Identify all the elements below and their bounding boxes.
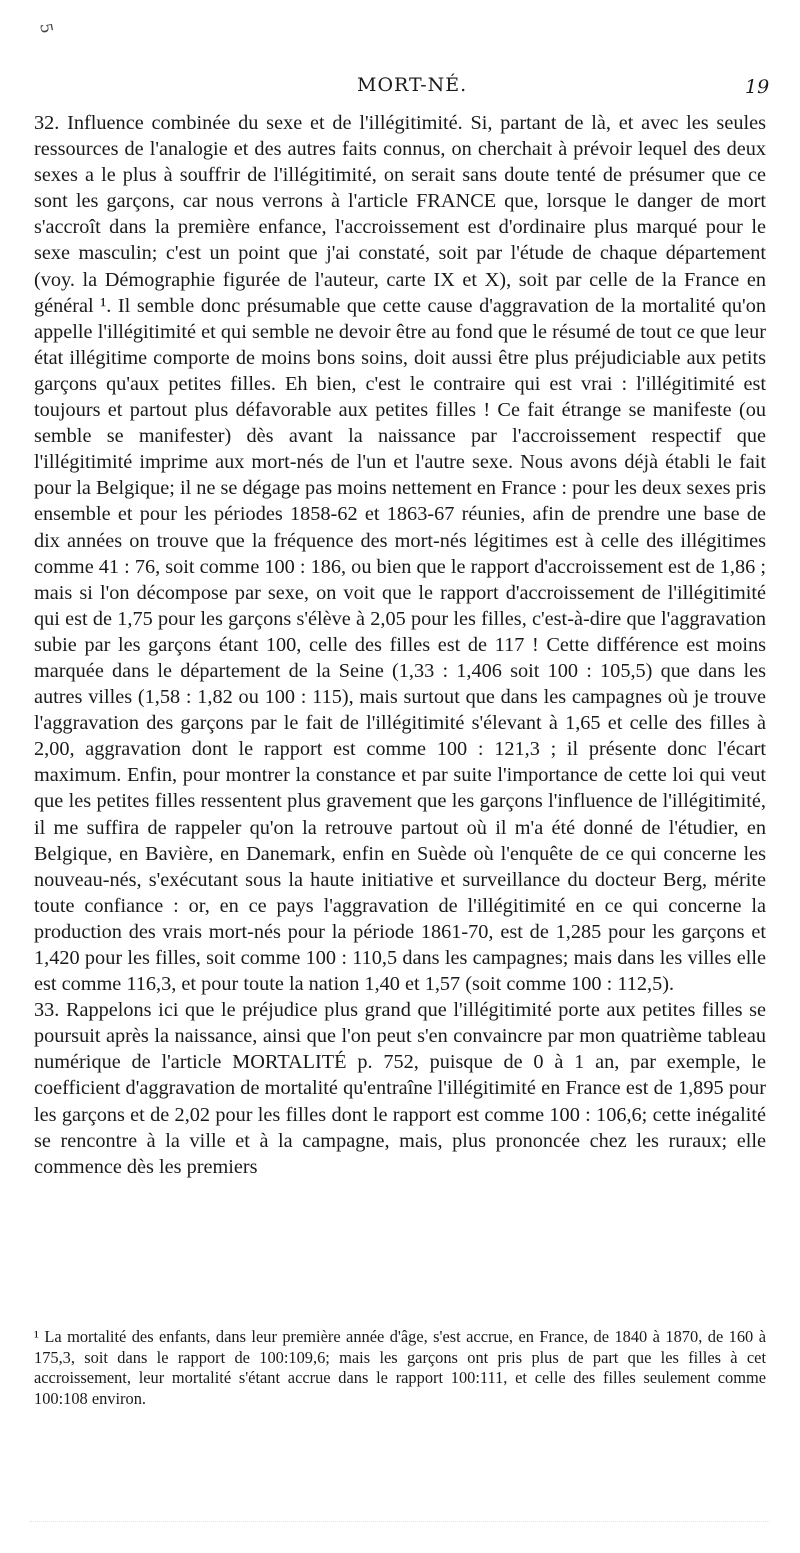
footnote [34,1327,766,1409]
corner-mark: 5 [36,21,57,35]
running-head: MORT-NÉ. [357,74,468,96]
paragraph-33: 33. Rappelons ici que le préjudice plus grand que l'illégitimité porte aux petites filles se poursuit après la naissance, ainsi que l'on peut s'en convaincre par mon quatrième tableau numérique de l'article MORTALITÉ p. 752, puisque de 0 à 1 an, par exemple, le coefficient d'aggravation de mortalité qu'entraîne l'illégitimité en France est de 1,895 pour les garçons et de 2,02 pour les filles dont le rapport est comme 100 : 106,6; cette inégalité se rencontre à la ville et à la campagne, mais, plus prononcée chez les ruraux; elle commence dès les premiers [34,999,766,1178]
paragraph-32: 32. Influence combinée du sexe et de l'illégitimité. Si, partant de là, et avec les seules ressources de l'analogie et des autres faits connus, on cherchait à prévoir lequel des deux sexes a le plus à souffrir de l'illégitimité, on serait sans doute tenté de présumer que ce sont les garçons, car nous verrons à l'article FRANCE que, lorsque le danger de mort s'accroît dans la première enfance, l'accroissement est d'ordinaire plus marqué pour le sexe masculin; c'est un point que j'ai constaté, soit par l'étude de chaque département (voy. la Démographie figurée de l'auteur, carte IX et X), soit par celle de la France en général ¹. Il semble donc présumable que cette cause d'aggravation de la mortalité qu'on appelle l'illégitimité et qui semble ne devoir être au fond que le résumé de tout ce que leur état illégitime comporte de moins bons soins, doit aussi être plus préjudiciable aux petits garçons qu'aux petites filles. Eh bien, c'est le contraire qui est vrai : l'illégitimité est toujours et partout plus défavorable aux petites filles ! Ce fait étrange se manifeste (ou semble se manifester) dès avant la naissance par l'accroissement respectif que l'illégitimité imprime aux mort-nés de l'un et l'autre sexe. Nous avons déjà établi le fait pour la Belgique; il ne se dégage pas moins nettement en France : pour les deux sexes pris ensemble et pour les périodes 1858-62 et 1863-67 réunies, afin de prendre une base de dix années on trouve que la fréquence des mort-nés légitimes est à celle des illégitimes comme 41 : 76, soit comme 100 : 186, ou bien que le rapport d'accroissement est de 1,86 ; mais si l'on décompose par sexe, on voit que le rapport d'accroissement de l'illégitimité qui est de 1,75 pour les garçons s'élève à 2,05 pour les filles, c'est-à-dire que l'aggravation subie par les garçons étant 100, celle des filles est de 117 ! Cette différence est moins marquée dans le département de la Seine (1,33 : 1,406 soit 100 : 105,5) que dans les autres villes (1,58 : 1,82 ou 100 : 115), mais surtout que dans les campagnes où je trouve l'aggravation des garçons par le fait de l'illégitimité s'élevant à 1,65 et celle des filles à 2,00, aggravation dont le rapport est comme 100 : 121,3 ; il présente donc l'écart maximum. Enfin, pour montrer la constance et par suite l'importance de cette loi qui veut que les petites filles ressentent plus gravement que les garçons l'influence de l'illégitimité, il me suffira de rappeler qu'on la retrouve partout où il m'a été donné de l'étudier, en Belgique, en Bavière, en Danemark, enfin en Suède où l'enquête de ce qui concerne les nouveau-nés, s'exécutant sous la haute initiative et surveillance du docteur Berg, mérite toute confiance : or, en ce pays l'aggravation de l'illégitimité en ce qui concerne la production des vrais mort-nés pour la période 1861-70, est de 1,285 pour les garçons et 1,420 pour les filles, soit comme 100 : 110,5 dans les campagnes; mais dans les villes elle est comme 116,3, et pour toute la nation 1,40 et 1,57 (soit comme 100 : 112,5). [34,112,766,996]
footnote-1: ¹ La mortalité des enfants, dans leur première année d'âge, s'est accrue, en France, de 1840 à 1870, de 160 à 175,3, soit dans le rapport de 100:109,6; mais les garçons ont pris plus de part que les filles à cet accroissement, leur mortalité s'étant accrue dans le rapport 100:111, et celle des filles seulement comme 100:108 environ. [34,1327,766,1408]
body-text [34,110,766,1180]
bleed-through-line [30,1521,770,1522]
page-number: 19 [745,76,770,98]
